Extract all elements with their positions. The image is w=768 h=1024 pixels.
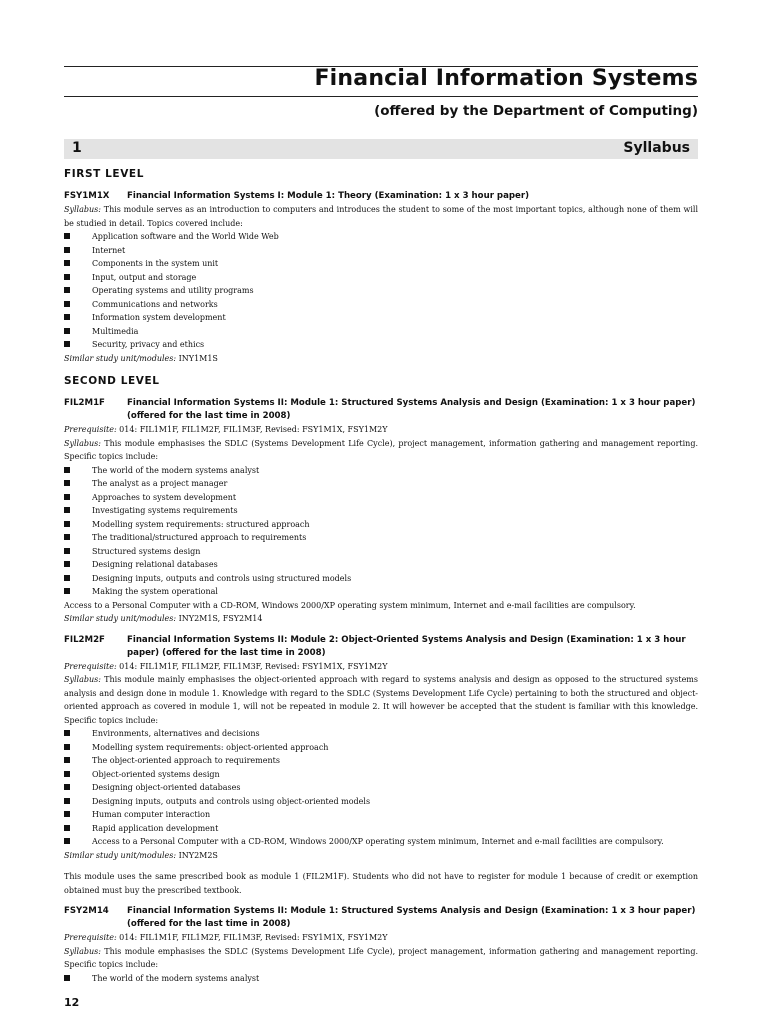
similar-modules [64,612,698,626]
module-heading [64,905,698,931]
similar-label: Similar study unit/modules: [64,614,177,623]
title-rule [64,96,698,97]
list-item: Investigating systems requirements [64,504,698,518]
list-item: Designing relational databases [64,558,698,572]
list-item: Object-oriented systems design [64,768,698,782]
page-number: 12 [64,996,80,1009]
module-code: FIL2M2F [64,634,105,645]
list-item: Application software and the World Wide Web [64,230,698,244]
list-item: Human computer interaction [64,808,698,822]
prerequisite-label: Prerequisite: [64,425,117,434]
topic-list [64,972,698,986]
list-item: Modelling system requirements: object-oriented approach [64,741,698,755]
similar-modules [64,849,698,863]
topic-list [64,727,698,849]
prerequisite-text: 014: FIL1M1F, FIL1M2F, FIL1M3F, Revised: FSY1M1X, FSY1M2Y [116,933,388,942]
module-heading [64,634,698,660]
topic-list [64,230,698,352]
module-title: Financial Information Systems II: Module 1: Structured Systems Analysis and Design (Examination: 1 x 3 hour paper) (offered for the last time in 2008) [127,398,696,421]
syllabus-text: This module mainly emphasises the object-oriented approach with regard to systems analysis and design as opposed to the structured systems analysis and design done in module 1. Knowledge with regard to the SDLC (Systems Development Life Cycle) pertaining to both the structured and object-oriented approach as covered in module 1, will not be repeated in module 2. It will however be accepted that the student is familiar with this knowledge. Specific topics include: [64,675,698,725]
module-note: This module uses the same prescribed book as module 1 (FIL2M1F). Students who did not have to register for module 1 because of credit or exemption obtained must buy the prescribed textbook. [64,872,698,895]
list-item: Input, output and storage [64,271,698,285]
prerequisite-label: Prerequisite: [64,933,117,942]
list-item: Designing inputs, outputs and controls using structured models [64,572,698,586]
level-heading-first: FIRST LEVEL [64,168,144,180]
list-item: The object-oriented approach to requirements [64,754,698,768]
list-item: Communications and networks [64,298,698,312]
list-item: Operating systems and utility programs [64,284,698,298]
list-item: Structured systems design [64,545,698,559]
module-fsy2m14 [64,905,698,985]
syllabus-label: Syllabus: [64,675,101,684]
module-heading [64,397,698,423]
prerequisite-paragraph [64,660,698,674]
module-code: FIL2M1F [64,398,105,408]
list-item: Rapid application development [64,822,698,836]
list-item: Designing object-oriented databases [64,781,698,795]
section-header-bar [64,139,698,159]
access-requirements: Access to a Personal Computer with a CD-ROM, Windows 2000/XP operating system minimum, Internet and e-mail facilities are compulsory. [64,600,636,610]
syllabus-content [64,166,698,985]
list-item: Components in the system unit [64,257,698,271]
list-item: Making the system operational [64,585,698,599]
list-item: The traditional/structured approach to requirements [64,531,698,545]
list-item: The world of the modern systems analyst [64,972,698,986]
prerequisite-text: 014: FIL1M1F, FIL1M2F, FIL1M3F, Revised: FSY1M1X, FSY1M2Y [116,661,388,671]
spacer [64,365,698,373]
module-fil2m1f [64,397,698,626]
syllabus-paragraph [64,945,698,972]
module-code: FSY1M1X [64,191,110,201]
prerequisite-label: Prerequisite: [64,661,117,671]
level-heading-second: SECOND LEVEL [64,375,160,387]
list-item: The analyst as a project manager [64,477,698,491]
similar-text: INY2M2S [176,850,218,860]
similar-label: Similar study unit/modules: [64,353,177,363]
list-item: The world of the modern systems analyst [64,464,698,478]
syllabus-text: This module serves as an introduction to computers and introduces the student to some of the most important topics, although none of them will be studied in detail. Topics covered include: [64,205,698,228]
list-item: Internet [64,244,698,258]
prerequisite-paragraph [64,423,698,437]
syllabus-text: This module emphasises the SDLC (Systems Development Life Cycle), project management, information gathering and management reporting. Specific topics include: [64,438,698,461]
similar-modules [64,352,698,366]
list-item: Information system development [64,311,698,325]
syllabus-paragraph [64,673,698,727]
list-item: Approaches to system development [64,491,698,505]
module-title: Financial Information Systems II: Module 2: Object-Oriented Systems Analysis and Design (Examination: 1 x 3 hour paper) (offered for the last time in 2008) [127,634,686,658]
module-title: Financial Information Systems I: Module 1: Theory (Examination: 1 x 3 hour paper) [127,191,530,201]
prerequisite-text: 014: FIL1M1F, FIL1M2F, FIL1M3F, Revised: FSY1M1X, FSY1M2Y [116,425,388,434]
syllabus-paragraph [64,203,698,230]
page-title: Financial Information Systems [314,66,698,91]
syllabus-text: This module emphasises the SDLC (Systems Development Life Cycle), project management, information gathering and management reporting. Specific topics include: [64,946,698,969]
syllabus-label: Syllabus: [64,438,101,448]
topic-list [64,464,698,599]
list-item: Modelling system requirements: structured approach [64,518,698,532]
list-item: Access to a Personal Computer with a CD-ROM, Windows 2000/XP operating system minimum, Internet and e-mail facilities are compulsory. [64,835,698,849]
list-item: Environments, alternatives and decisions [64,727,698,741]
similar-label: Similar study unit/modules: [64,850,177,860]
syllabus-label: Syllabus: [64,946,101,956]
syllabus-paragraph [64,437,698,464]
list-item: Security, privacy and ethics [64,338,698,352]
page-subtitle: (offered by the Department of Computing) [374,103,698,119]
module-fsy1m1x [64,190,698,365]
section-number: 1 [72,140,82,156]
module-title: Financial Information Systems II: Module 1: Structured Systems Analysis and Design (Examination: 1 x 3 hour paper) (offered for the last time in 2008) [127,906,696,929]
similar-text: INY2M1S, FSY2M14 [176,614,263,623]
module-fil2m2f [64,634,698,898]
spacer [64,862,698,870]
prerequisite-paragraph [64,931,698,945]
list-item: Designing inputs, outputs and controls using object-oriented models [64,795,698,809]
module-heading [64,190,698,203]
list-item: Multimedia [64,325,698,339]
similar-text: INY1M1S [176,353,218,363]
module-code: FSY2M14 [64,906,109,916]
syllabus-label: Syllabus: [64,205,101,214]
section-label: Syllabus [623,140,690,156]
